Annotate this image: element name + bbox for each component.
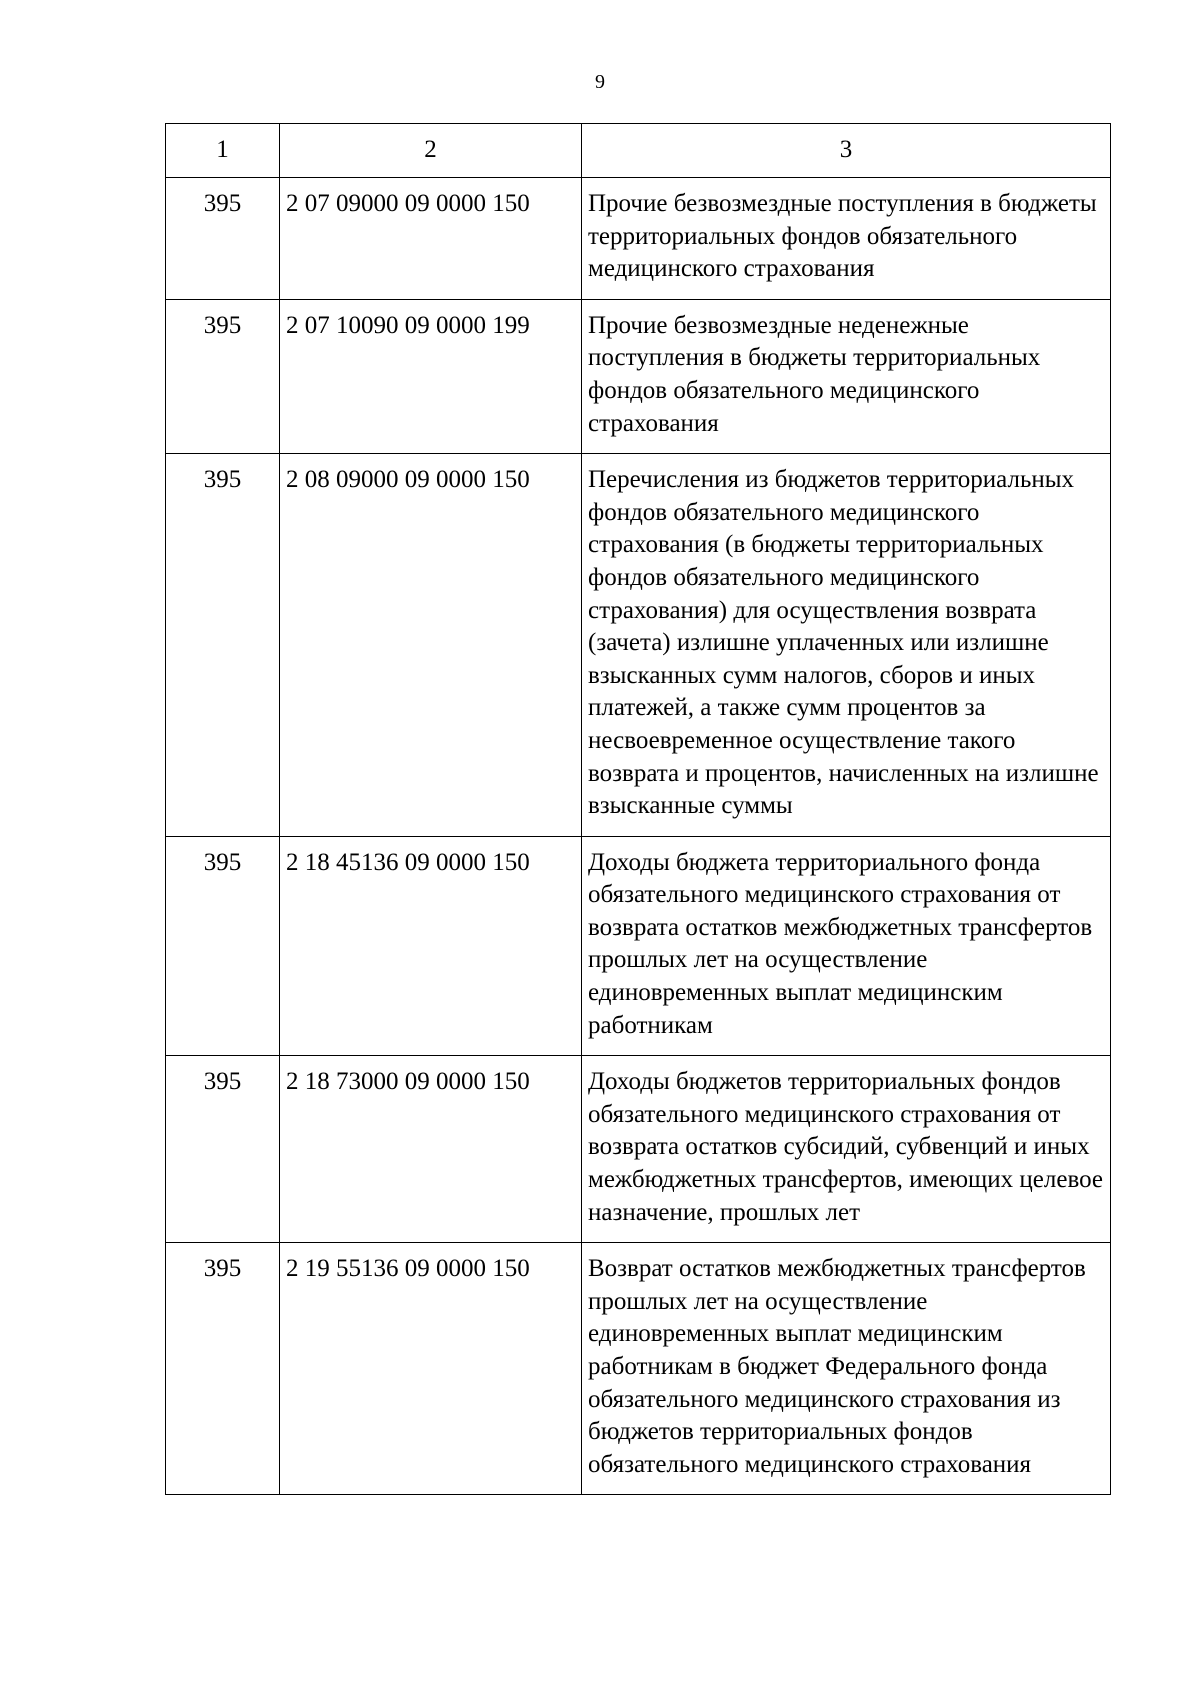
table-row	[166, 299, 1111, 453]
table-body	[166, 178, 1111, 1495]
revenue-name-cell: Прочие безвозмездные неденежные поступления в бюджеты территориальных фондов обязательного медицинского страхования	[582, 299, 1111, 453]
header-row	[166, 124, 1111, 178]
column-header-2: 2	[280, 124, 582, 178]
column-header-3: 3	[582, 124, 1111, 178]
column-header-1: 1	[166, 124, 280, 178]
budget-code-cell: 2 18 45136 09 0000 150	[280, 836, 582, 1056]
admin-code-cell: 395	[166, 836, 280, 1056]
admin-code-cell: 395	[166, 299, 280, 453]
admin-code-cell: 395	[166, 1056, 280, 1243]
budget-code-cell: 2 08 09000 09 0000 150	[280, 454, 582, 837]
table-header	[166, 124, 1111, 178]
budget-code-cell: 2 07 10090 09 0000 199	[280, 299, 582, 453]
table-row	[166, 178, 1111, 300]
admin-code-cell: 395	[166, 1243, 280, 1495]
table-row	[166, 1243, 1111, 1495]
page-number: 9	[595, 71, 605, 93]
table-row	[166, 1056, 1111, 1243]
admin-code-cell: 395	[166, 454, 280, 837]
budget-codes-table	[165, 123, 1111, 1495]
budget-code-cell: 2 18 73000 09 0000 150	[280, 1056, 582, 1243]
admin-code-cell: 395	[166, 178, 280, 300]
revenue-name-cell: Возврат остатков межбюджетных трансфертов прошлых лет на осуществление единовременных выплат медицинским работникам в бюджет Федерального фонда обязательного медицинского страхования из бюджетов территориальных фондов обязательного медицинского страхования	[582, 1243, 1111, 1495]
table-row	[166, 454, 1111, 837]
revenue-name-cell: Доходы бюджета территориального фонда обязательного медицинского страхования от возврата остатков межбюджетных трансфертов прошлых лет на осуществление единовременных выплат медицинским работникам	[582, 836, 1111, 1056]
revenue-name-cell: Доходы бюджетов территориальных фондов обязательного медицинского страхования от возврата остатков субсидий, субвенций и иных межбюджетных трансфертов, имеющих целевое назначение, прошлых лет	[582, 1056, 1111, 1243]
budget-code-cell: 2 07 09000 09 0000 150	[280, 178, 582, 300]
budget-code-cell: 2 19 55136 09 0000 150	[280, 1243, 582, 1495]
revenue-name-cell: Перечисления из бюджетов территориальных фондов обязательного медицинского страхования (в бюджеты территориальных фондов обязательного медицинского страхования) для осуществления возврата (зачета) излишне уплаченных или излишне взысканных сумм налогов, сборов и иных платежей, а также сумм процентов за несвоевременное осуществление такого возврата и процентов, начисленных на излишне взысканные суммы	[582, 454, 1111, 837]
revenue-name-cell: Прочие безвозмездные поступления в бюджеты территориальных фондов обязательного медицинского страхования	[582, 178, 1111, 300]
table-row	[166, 836, 1111, 1056]
